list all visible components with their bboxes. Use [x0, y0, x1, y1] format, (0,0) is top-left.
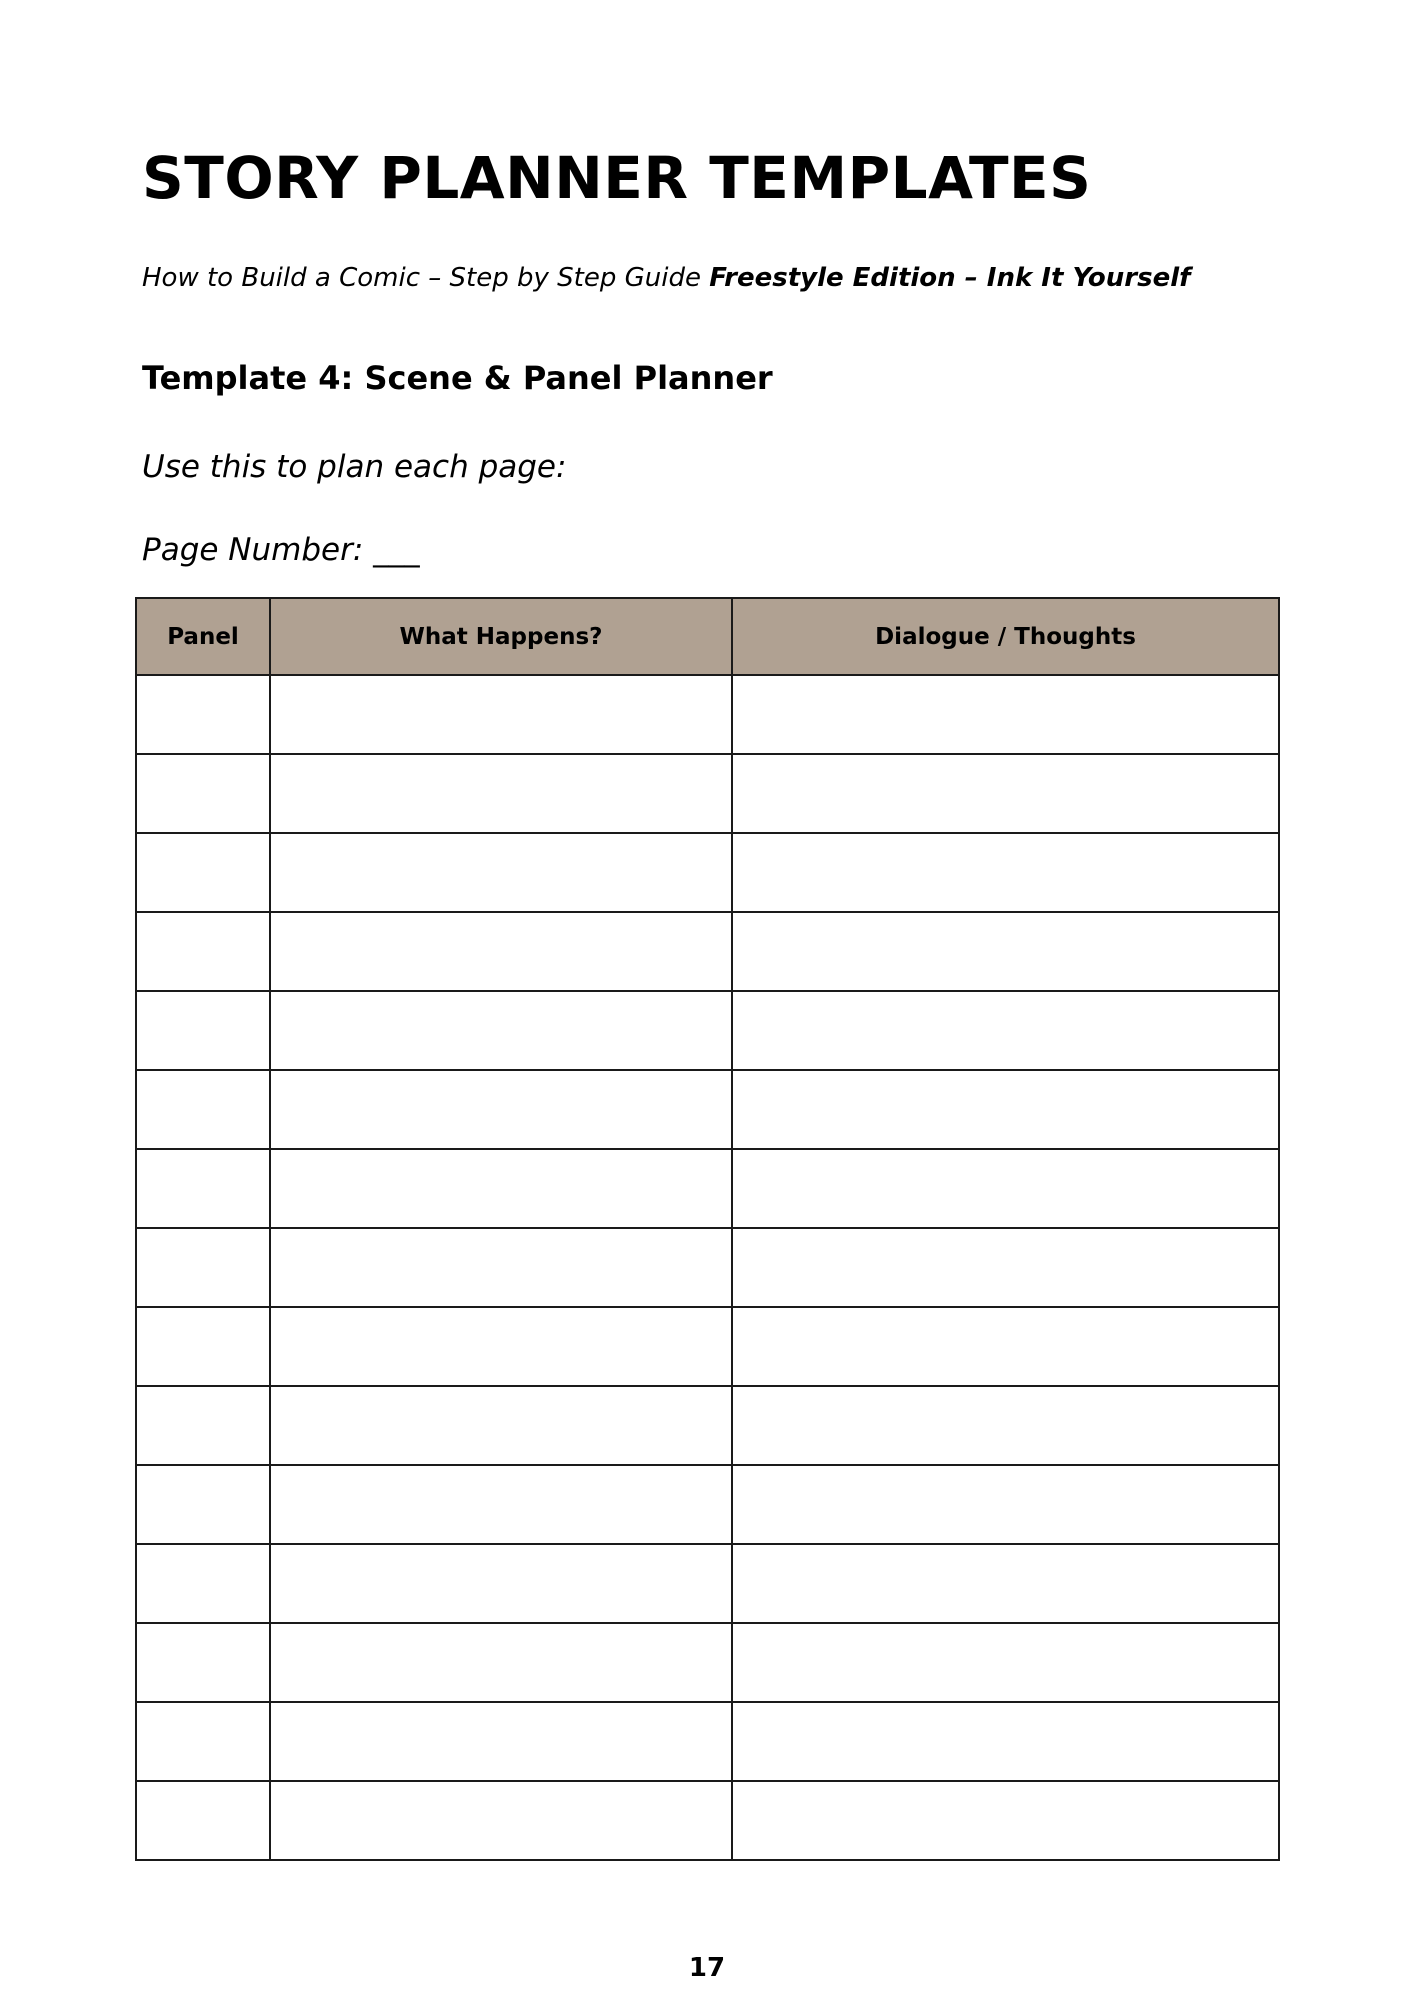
- panel-cell: [136, 1623, 270, 1702]
- table-row: [136, 675, 1279, 754]
- dialogue-cell: [732, 1465, 1279, 1544]
- what-happens-cell: [270, 1544, 732, 1623]
- table-row: [136, 1781, 1279, 1860]
- panel-cell: [136, 1228, 270, 1307]
- what-happens-cell: [270, 1386, 732, 1465]
- what-happens-cell: [270, 1228, 732, 1307]
- dialogue-cell: [732, 1702, 1279, 1781]
- what-happens-cell: [270, 1623, 732, 1702]
- table-row: [136, 912, 1279, 991]
- panel-cell: [136, 833, 270, 912]
- panel-cell: [136, 1070, 270, 1149]
- panel-cell: [136, 1149, 270, 1228]
- table-row: [136, 1149, 1279, 1228]
- template-heading: Template 4: Scene & Panel Planner: [142, 359, 773, 397]
- subtitle: [142, 258, 1190, 298]
- table-body: [136, 675, 1279, 1860]
- page-title: STORY PLANNER TEMPLATES: [142, 144, 1092, 212]
- table-row: [136, 1702, 1279, 1781]
- table-row: [136, 1307, 1279, 1386]
- dialogue-cell: [732, 1386, 1279, 1465]
- what-happens-cell: [270, 1781, 732, 1860]
- dialogue-cell: [732, 1781, 1279, 1860]
- what-happens-cell: [270, 833, 732, 912]
- dialogue-cell: [732, 1228, 1279, 1307]
- panel-cell: [136, 912, 270, 991]
- what-happens-cell: [270, 1149, 732, 1228]
- dialogue-cell: [732, 991, 1279, 1070]
- panel-cell: [136, 1386, 270, 1465]
- dialogue-cell: [732, 675, 1279, 754]
- what-happens-cell: [270, 991, 732, 1070]
- dialogue-cell: [732, 1307, 1279, 1386]
- column-header-dialogue: Dialogue / Thoughts: [732, 598, 1279, 675]
- dialogue-cell: [732, 833, 1279, 912]
- dialogue-cell: [732, 1623, 1279, 1702]
- panel-cell: [136, 1465, 270, 1544]
- table-header-row: [136, 598, 1279, 675]
- instruction-text: Use this to plan each page:: [142, 449, 567, 485]
- what-happens-cell: [270, 675, 732, 754]
- dialogue-cell: [732, 1544, 1279, 1623]
- what-happens-cell: [270, 912, 732, 991]
- table-row: [136, 754, 1279, 833]
- dialogue-cell: [732, 912, 1279, 991]
- what-happens-cell: [270, 1465, 732, 1544]
- column-header-what-happens: What Happens?: [270, 598, 732, 675]
- panel-cell: [136, 991, 270, 1070]
- panel-cell: [136, 1781, 270, 1860]
- table-row: [136, 833, 1279, 912]
- table-row: [136, 1623, 1279, 1702]
- table-row: [136, 1465, 1279, 1544]
- panel-cell: [136, 675, 270, 754]
- table-row: [136, 1544, 1279, 1623]
- what-happens-cell: [270, 1070, 732, 1149]
- dialogue-cell: [732, 1149, 1279, 1228]
- panel-cell: [136, 754, 270, 833]
- panel-planner-table: [135, 597, 1280, 1861]
- what-happens-cell: [270, 754, 732, 833]
- dialogue-cell: [732, 1070, 1279, 1149]
- table-row: [136, 1228, 1279, 1307]
- dialogue-cell: [732, 754, 1279, 833]
- what-happens-cell: [270, 1307, 732, 1386]
- subtitle-edition: Freestyle Edition – Ink It Yourself: [709, 263, 1191, 293]
- panel-cell: [136, 1544, 270, 1623]
- table-row: [136, 1386, 1279, 1465]
- table-row: [136, 991, 1279, 1070]
- panel-cell: [136, 1307, 270, 1386]
- what-happens-cell: [270, 1702, 732, 1781]
- page-number-field: Page Number: ___: [142, 532, 420, 568]
- panel-cell: [136, 1702, 270, 1781]
- footer-page-number: 17: [688, 1953, 726, 1983]
- column-header-panel: Panel: [136, 598, 270, 675]
- table-row: [136, 1070, 1279, 1149]
- subtitle-guide-name: How to Build a Comic – Step by Step Guide: [142, 263, 710, 293]
